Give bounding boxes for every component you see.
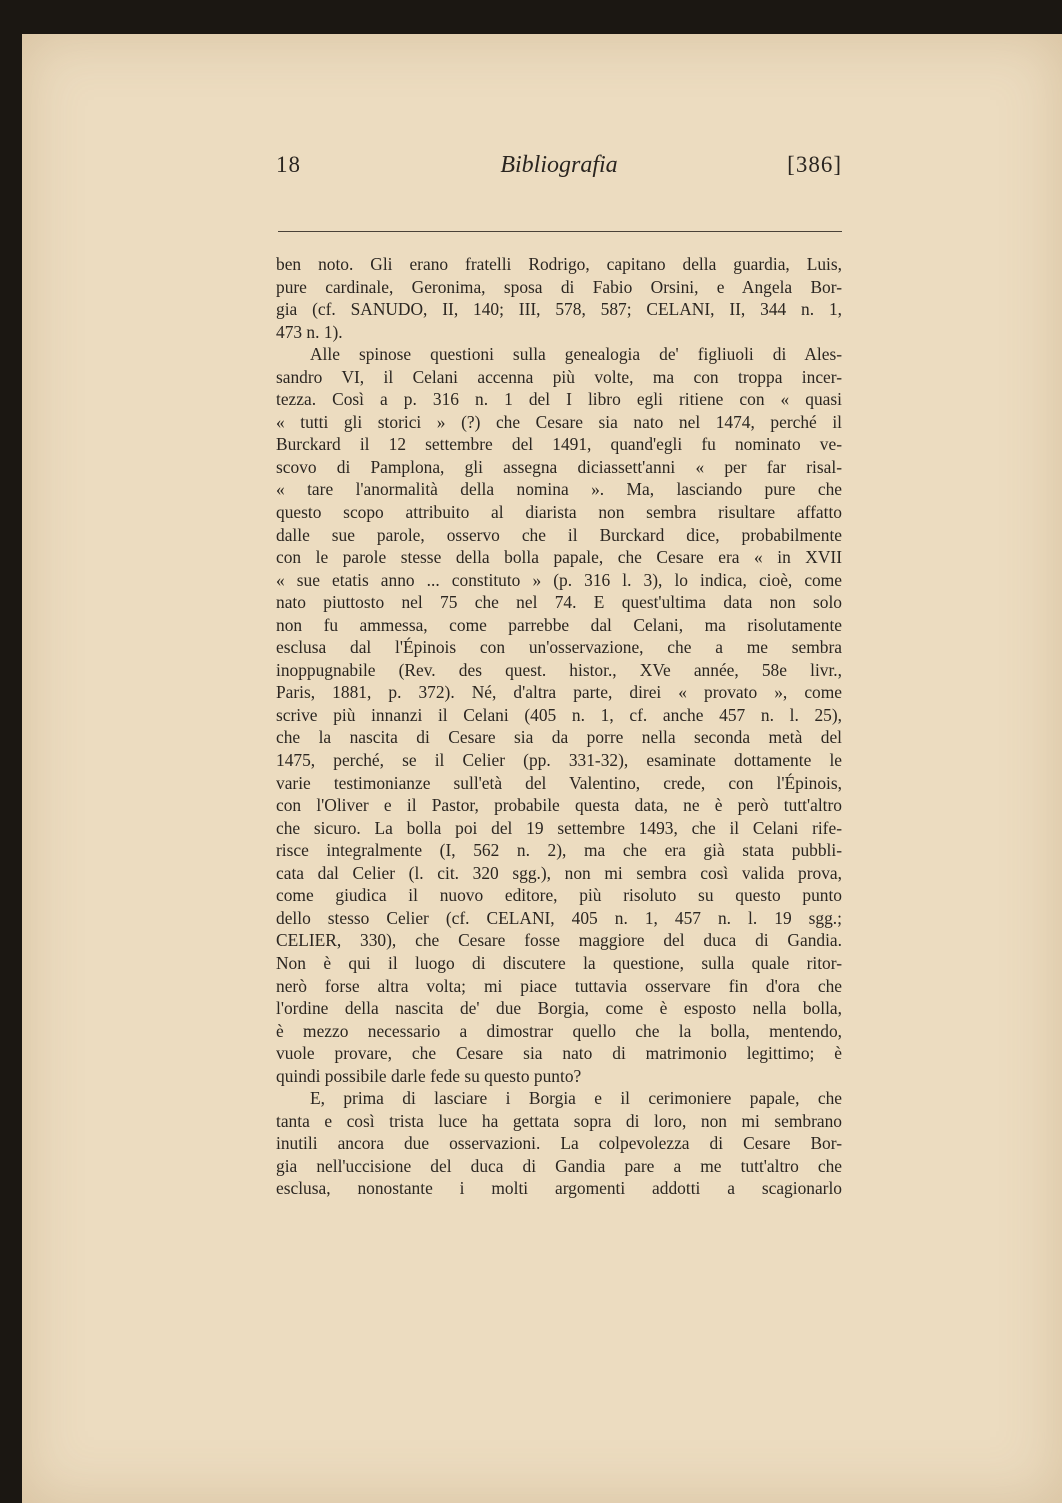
- text-line: esclusa, nonostante i molti argomenti addotti a scagionarlo: [276, 1178, 842, 1199]
- text-line: che la nascita di Cesare sia da porre nella seconda metà del: [276, 727, 842, 748]
- text-line: esclusa dal l'Épinois con un'osservazione, che a me sembra: [276, 637, 842, 658]
- text-line: è mezzo necessario a dimostrar quello che la bolla, mentendo,: [276, 1020, 842, 1041]
- text-line: varie testimonianze sull'età del Valentino, crede, con l'Épinois,: [276, 772, 842, 793]
- text-line: « tutti gli storici » (?) che Cesare sia nato nel 1474, perché il: [276, 411, 842, 432]
- text-line: Burckard il 12 settembre del 1491, quand'egli fu nominato ve-: [276, 434, 842, 455]
- text-line: l'ordine della nascita de' due Borgia, come è esposto nella bolla,: [276, 998, 842, 1019]
- text-line: 473 n. 1).: [276, 321, 343, 342]
- body-text: [276, 253, 842, 1200]
- text-line: nerò forse altra volta; mi piace tuttavia osservare fin d'ora che: [276, 975, 842, 996]
- text-line: nato piuttosto nel 75 che nel 74. E quest'ultima data non solo: [276, 592, 842, 613]
- text-line: vuole provare, che Cesare sia nato di matrimonio legittimo; è: [276, 1043, 842, 1064]
- text-line: dello stesso Celier (cf. CELANI, 405 n. 1, 457 n. l. 19 sgg.;: [276, 907, 842, 928]
- page-reference: [386]: [787, 152, 842, 177]
- text-line: ben noto. Gli erano fratelli Rodrigo, capitano della guardia, Luis,: [276, 254, 842, 274]
- text-line: con le parole stesse della bolla papale, che Cesare era « in XVII: [276, 547, 842, 568]
- text-line: dalle sue parole, osservo che il Burckard dice, probabilmente: [276, 524, 842, 545]
- text-line: tezza. Così a p. 316 n. 1 del I libro egli ritiene con « quasi: [276, 389, 842, 410]
- text-line: pure cardinale, Geronima, sposa di Fabio Orsini, e Angela Bor-: [276, 276, 842, 297]
- text-line: sandro VI, il Celani accenna più volte, ma con troppa incer-: [276, 366, 842, 387]
- page-number: 18: [276, 152, 301, 177]
- text-line: quindi possibile darle fede su questo punto?: [276, 1065, 582, 1086]
- text-line: che sicuro. La bolla poi del 19 settembre 1493, che il Celani rife-: [276, 817, 842, 838]
- header-rule: [278, 231, 842, 232]
- text-line: non fu ammessa, come parrebbe dal Celani, ma risolutamente: [276, 614, 842, 635]
- text-line: E, prima di lasciare i Borgia e il cerimoniere papale, che: [310, 1088, 842, 1109]
- running-title: Bibliografia: [500, 152, 618, 178]
- text-line: CELIER, 330), che Cesare fosse maggiore del duca di Gandia.: [276, 930, 842, 951]
- text-line: « sue etatis anno ... constituto » (p. 316 l. 3), lo indica, cioè, come: [276, 569, 842, 590]
- text-line: scovo di Pamplona, gli assegna diciassett'anni « per far risal-: [276, 456, 842, 477]
- text-line: « tare l'anormalità della nomina ». Ma, lasciando pure che: [276, 479, 842, 500]
- text-line: questo scopo attribuito al diarista non sembra risultare affatto: [276, 502, 842, 523]
- text-line: Paris, 1881, p. 372). Né, d'altra parte, direi « provato », come: [276, 682, 842, 703]
- text-line: Non è qui il luogo di discutere la questione, sulla quale ritor-: [276, 952, 842, 973]
- text-line: inutili ancora due osservazioni. La colpevolezza di Cesare Bor-: [276, 1133, 842, 1154]
- text-line: cata dal Celier (l. cit. 320 sgg.), non mi sembra così valida prova,: [276, 862, 842, 883]
- text-line: Alle spinose questioni sulla genealogia de' figliuoli di Ales-: [310, 344, 842, 365]
- text-line: 1475, perché, se il Celier (pp. 331-32), esaminate dottamente le: [276, 750, 842, 771]
- text-line: inoppugnabile (Rev. des quest. histor., XVe année, 58e livr.,: [276, 659, 842, 680]
- text-line: scrive più innanzi il Celani (405 n. 1, cf. anche 457 n. l. 25),: [276, 704, 842, 725]
- text-line: gia nell'uccisione del duca di Gandia pare a me tutt'altro che: [276, 1155, 842, 1176]
- text-line: tanta e così trista luce ha gettata sopra di loro, non mi sembrano: [276, 1110, 842, 1131]
- page-header: [276, 152, 842, 192]
- text-line: gia (cf. SANUDO, II, 140; III, 578, 587; CELANI, II, 344 n. 1,: [276, 299, 842, 320]
- text-line: con l'Oliver e il Pastor, probabile questa data, ne è però tutt'altro: [276, 795, 842, 816]
- text-line: risce integralmente (I, 562 n. 2), ma che era già stata pubbli-: [276, 840, 842, 861]
- text-line: come giudica il nuovo editore, più risoluto su questo punto: [276, 885, 842, 906]
